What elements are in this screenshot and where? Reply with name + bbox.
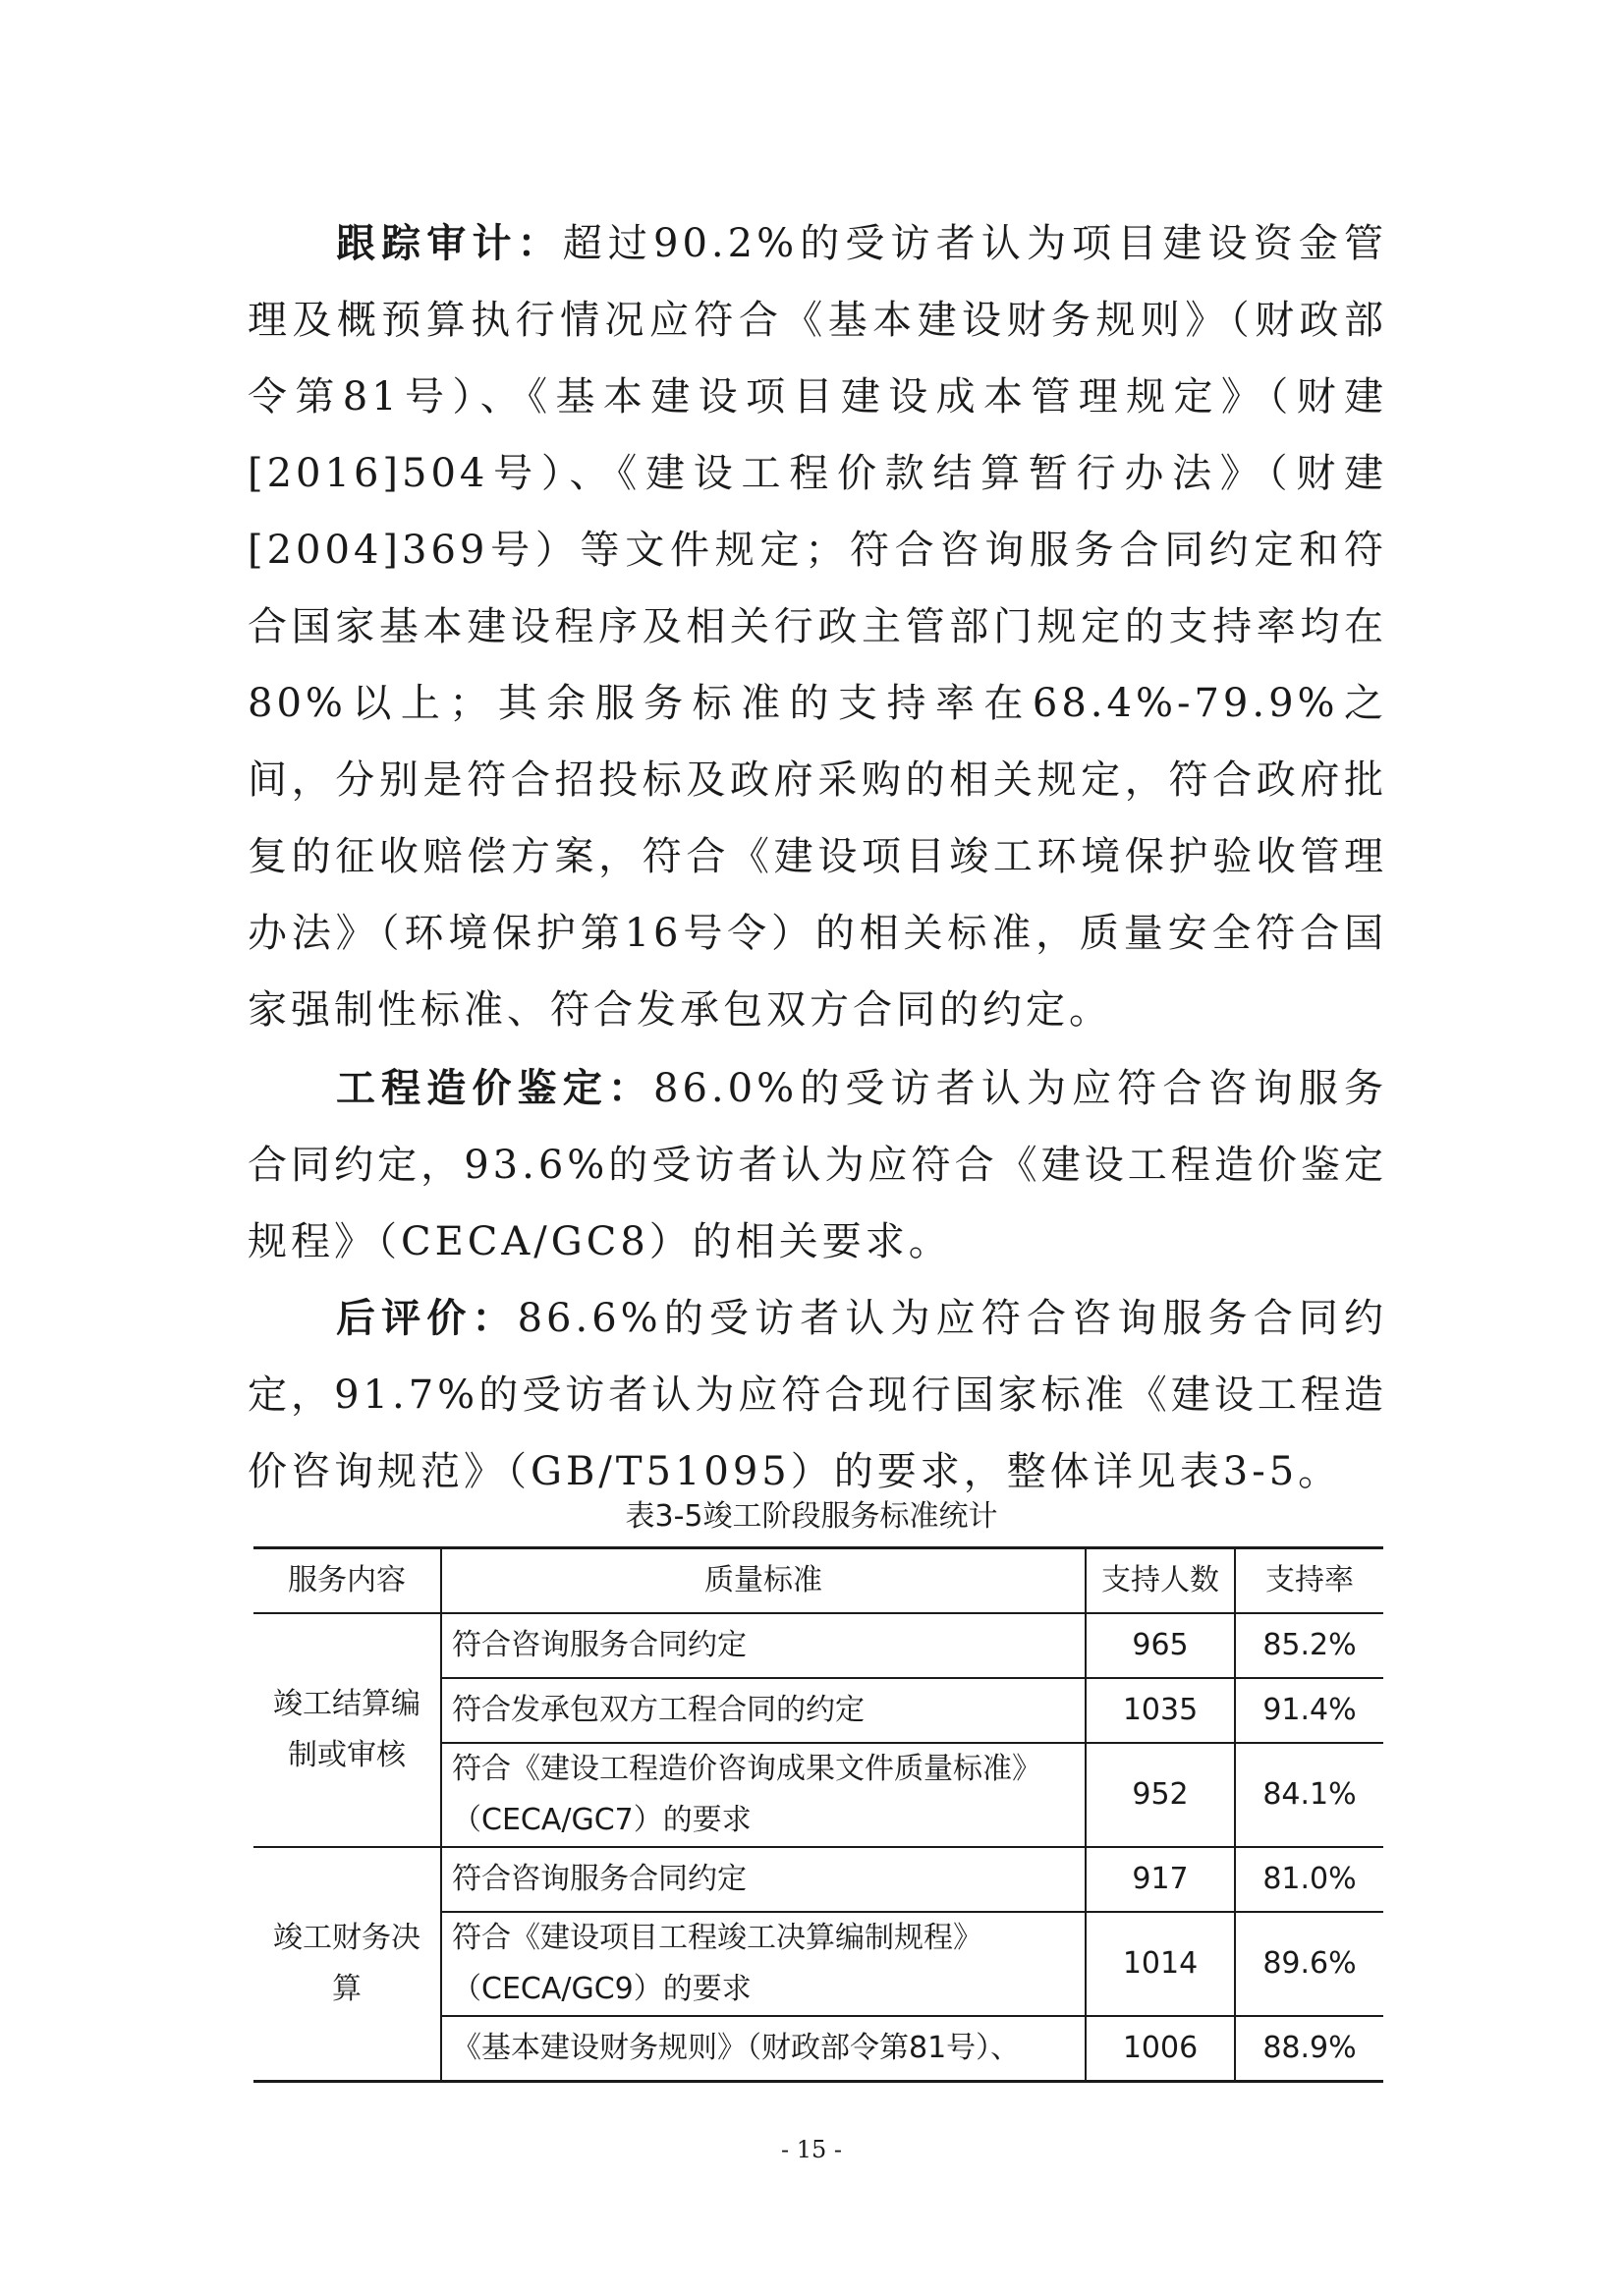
standard-cell: 符合咨询服务合同约定 — [441, 1613, 1086, 1678]
rate-cell: 84.1% — [1235, 1743, 1383, 1847]
standard-cell: 符合咨询服务合同约定 — [441, 1847, 1086, 1912]
standard-cell: 符合《建设工程造价咨询成果文件质量标准》（CECA/GC7）的要求 — [441, 1743, 1086, 1847]
paragraph-lead: 后评价： — [336, 1295, 518, 1341]
column-header: 服务内容 — [253, 1548, 441, 1614]
standard-cell: 符合《建设项目工程竣工决算编制规程》（CECA/GC9）的要求 — [441, 1912, 1086, 2016]
column-header: 支持率 — [1235, 1548, 1383, 1614]
paragraph-text: 86.0%的受访者认为应符合咨询服务合同约定，93.6%的受访者认为应符合《建设工程造价鉴定规程》（CECA/GC8）的相关要求。 — [248, 1066, 1388, 1264]
count-cell: 1035 — [1086, 1678, 1235, 1743]
column-header: 质量标准 — [441, 1548, 1086, 1614]
paragraph-cost-appraisal — [248, 1050, 1387, 1280]
table-caption: 表3-5竣工阶段服务标准统计 — [625, 1499, 998, 1534]
standard-cell: 符合发承包双方工程合同的约定 — [441, 1678, 1086, 1743]
count-cell: 1014 — [1086, 1912, 1235, 2016]
rate-cell: 91.4% — [1235, 1678, 1383, 1743]
column-header: 支持人数 — [1086, 1548, 1235, 1614]
count-cell: 965 — [1086, 1613, 1235, 1678]
paragraph-text: 86.6%的受访者认为应符合咨询服务合同约定，91.7%的受访者认为应符合现行国家标准《建设工程造价咨询规范》（GB/T51095）的要求，整体详见表3-5。 — [248, 1296, 1388, 1494]
count-cell: 952 — [1086, 1743, 1235, 1847]
category-cell: 竣工结算编制或审核 — [253, 1613, 441, 1847]
paragraph-tracking-audit — [248, 205, 1387, 1048]
rate-cell: 81.0% — [1235, 1847, 1383, 1912]
paragraph-post-evaluation — [248, 1280, 1387, 1510]
standard-cell: 《基本建设财务规则》（财政部令第81号）、 — [441, 2016, 1086, 2082]
category-cell: 竣工财务决算 — [253, 1847, 441, 2082]
paragraph-lead: 工程造价鉴定： — [336, 1065, 654, 1111]
count-cell: 1006 — [1086, 2016, 1235, 2082]
rate-cell: 85.2% — [1235, 1613, 1383, 1678]
table-row — [253, 1613, 1383, 1678]
rate-cell: 89.6% — [1235, 1912, 1383, 2016]
page-number: - 15 - — [780, 2136, 842, 2163]
rate-cell: 88.9% — [1235, 2016, 1383, 2082]
paragraph-text: 超过90.2%的受访者认为项目建设资金管理及概预算执行情况应符合《基本建设财务规则》（财政部令第81号）、《基本建设项目建设成本管理规定》（财建[2016]504号）、《建设工程价款结算暂行办法》（财建[2004]369号）等文件规定；符合咨询服务合同约定和符合国家基本建设程序及相关行政主管部门规定的支持率均在80%以上；其余服务标准的支持率在68.4%-79.9%之间，分别是符合招投标及政府采购的相关规定，符合政府批复的征收赔偿方案，符合《建设项目竣工环境保护验收管理办法》（环境保护第16号令）的相关标准，质量安全符合国家强制性标准、符合发承包双方合同的约定。 — [248, 221, 1387, 1033]
count-cell: 917 — [1086, 1847, 1235, 1912]
table-header-row — [253, 1548, 1383, 1614]
service-standard-table — [253, 1546, 1383, 2083]
table-row — [253, 1847, 1383, 1912]
paragraph-lead: 跟踪审计： — [336, 220, 563, 266]
